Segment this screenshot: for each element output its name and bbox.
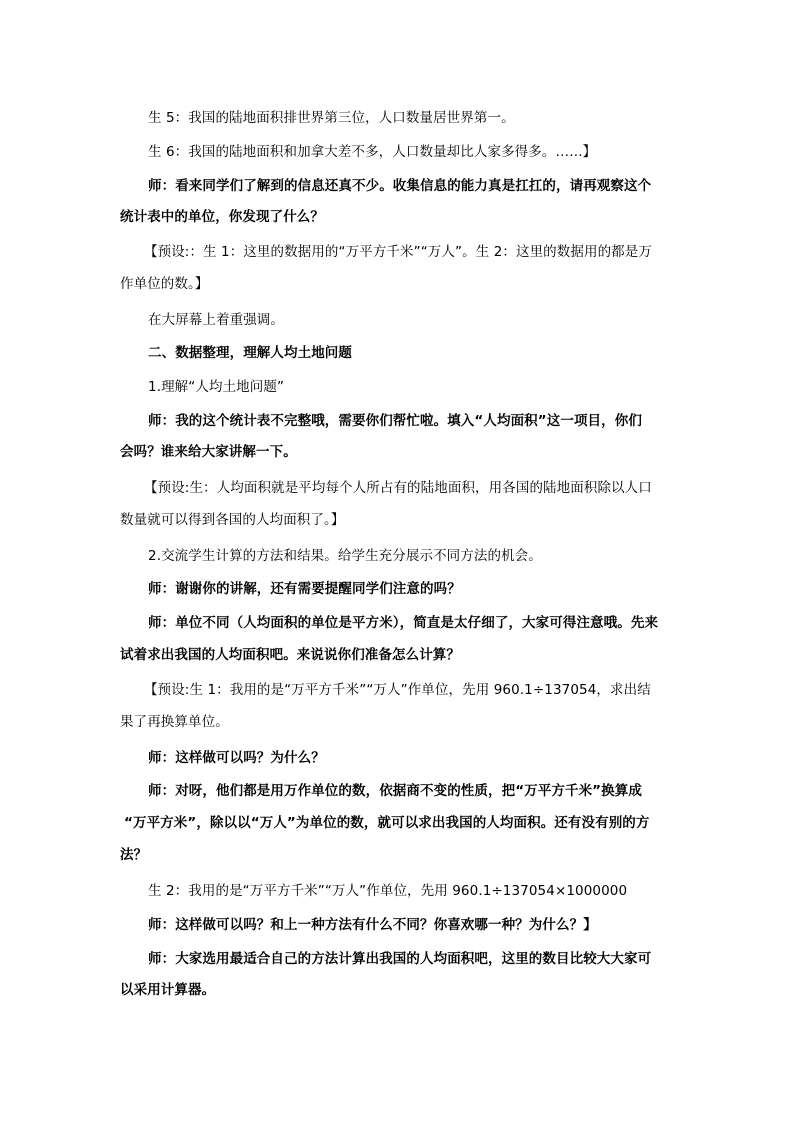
paragraph-line: 【预设:生 1：我用的是“万平方千米”“万人”作单位，先用 960.1÷137054，求出结 — [144, 682, 651, 698]
paragraph-line: 试着求出我国的人均面积吧。来说说你们准备怎么计算？ — [120, 647, 460, 663]
paragraph-line: 师：我的这个统计表不完整哦，需要你们帮忙啦。填入“人均面积”这一项目，你们 — [148, 413, 642, 429]
paragraph-line: 师：谢谢你的讲解，还有需要提醒同学们注意的吗？ — [148, 581, 461, 597]
paragraph-line: 生 5：我国的陆地面积排世界第三位，人口数量居世界第一。 — [148, 110, 515, 126]
paragraph-line: 统计表中的单位，你发现了什么？ — [120, 209, 324, 225]
paragraph-line: 师：对呀，他们都是用万作单位的数，依据商不变的性质，把“万平方千米”换算成 — [148, 783, 642, 799]
paragraph-line: 在大屏幕上着重强调。 — [148, 312, 284, 328]
paragraph-line: 生 2：我用的是“万平方千米”“万人”作单位，先用 960.1÷137054×1000000 — [148, 883, 628, 899]
paragraph-line: 师：看来同学们了解到的信息还真不少。收集信息的能力真是扛扛的，请再观察这个 — [148, 178, 652, 194]
paragraph-line: “万平方米”，除以以“万人”为单位的数，就可以求出我国的人均面积。还有没有别的方 — [124, 815, 650, 831]
paragraph-line: 【预设:生：人均面积就是平均每个人所占有的陆地面积，用各国的陆地面积除以人口 — [144, 480, 652, 496]
paragraph-line: 师：大家选用最适合自己的方法计算出我国的人均面积吧，这里的数目比较大大家可 — [148, 951, 652, 967]
section-heading: 二、数据整理，理解人均土地问题 — [148, 345, 352, 361]
paragraph-line: 以采用计算器。 — [120, 982, 216, 998]
paragraph-line: 2.交流学生计算的方法和结果。给学生充分展示不同方法的机会。 — [148, 548, 542, 564]
paragraph-line: 师：这样做可以吗？和上一种方法有什么不同？你喜欢哪一种？为什么？】 — [148, 917, 597, 933]
paragraph-line: 会吗？谁来给大家讲解一下。 — [120, 444, 297, 460]
paragraph-line: 生 6：我国的陆地面积和加拿大差不多，人口数量却比人家多得多。……】 — [148, 144, 597, 160]
paragraph-line: 数量就可以得到各国的人均面积了。】 — [120, 512, 345, 528]
paragraph-line: 师：这样做可以吗？为什么？ — [148, 750, 325, 766]
paragraph-line: 果了再换算单位。 — [120, 714, 229, 730]
paragraph-line: 1.理解“人均土地问题” — [148, 379, 285, 395]
paragraph-line: 作单位的数。】 — [120, 276, 209, 292]
paragraph-line: 师：单位不同（人均面积的单位是平方米），简直是太仔细了，大家可得注意哦。先来 — [148, 615, 659, 631]
paragraph-line: 【预设:：生 1：这里的数据用的“万平方千米”“万人”。生 2：这里的数据用的都是万 — [144, 244, 652, 260]
paragraph-line: 法？ — [120, 847, 148, 863]
